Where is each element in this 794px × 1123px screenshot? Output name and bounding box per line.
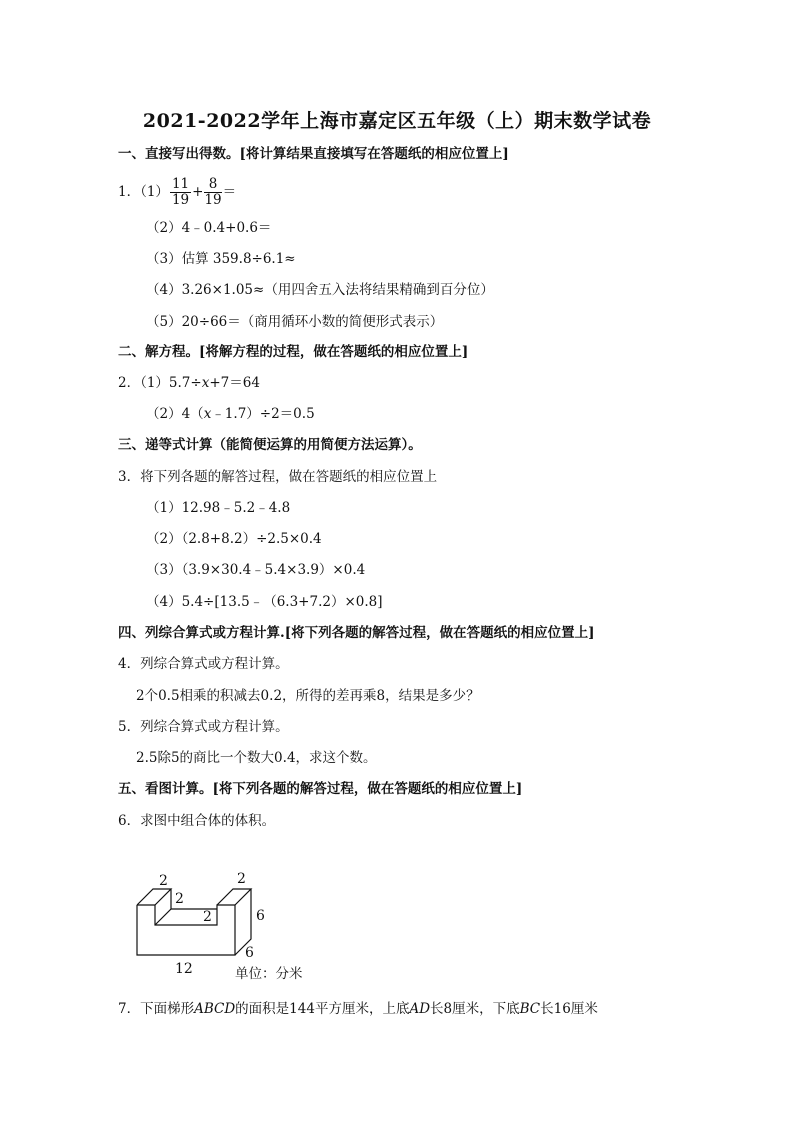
q2-p1-text-a: 2．（1）5.7÷ — [118, 375, 202, 391]
question-7-stem — [118, 1000, 598, 1018]
question-4-stem: 4．列综合算式或方程计算。 — [118, 656, 289, 672]
variable-x: x — [203, 406, 212, 422]
left-block-inner-side — [155, 889, 171, 925]
label-inner-bottom: 2 — [203, 909, 212, 925]
label-top-right: 2 — [237, 871, 246, 887]
question-3-stem: 3．将下列各题的解答过程，做在答题纸的相应位置上 — [118, 469, 438, 485]
equals-sign: ＝ — [222, 184, 237, 200]
q7-text-d: 长16厘米 — [540, 1001, 598, 1017]
q7-text-a: 7．下面梯形 — [118, 1001, 195, 1017]
section-3-heading: 三、递等式计算（能简便运算的用简便方法运算）。 — [118, 437, 422, 453]
figure-unit-label: 单位：分米 — [235, 966, 303, 982]
fraction-8-19 — [204, 177, 221, 208]
variable-x: x — [201, 375, 210, 391]
question-2-part-1 — [118, 374, 260, 392]
label-inner-left: 2 — [175, 891, 184, 907]
section-1-heading: 一、直接写出得数。[将计算结果直接填写在答题纸的相应位置上] — [118, 146, 509, 162]
page-title: 2021-2022学年上海市嘉定区五年级（上）期末数学试卷 — [142, 110, 652, 132]
question-5-stem: 5．列综合算式或方程计算。 — [118, 719, 289, 735]
variable-abcd: ABCD — [194, 1001, 236, 1017]
question-1-part-2: （2）4﹣0.4+0.6＝ — [146, 220, 272, 236]
fraction-numerator: 11 — [171, 176, 190, 192]
question-3-part-4: （4）5.4÷[13.5﹣（6.3+7.2）×0.8] — [146, 594, 383, 610]
question-6-stem: 6．求图中组合体的体积。 — [118, 813, 276, 829]
question-1-part-4: （4）3.26×1.05≈（用四舍五入法将结果精确到百分位） — [146, 282, 494, 298]
fraction-numerator: 8 — [204, 177, 221, 193]
q2-p1-text-b: +7＝64 — [209, 375, 260, 391]
plus-sign: + — [192, 184, 204, 200]
section-4-heading: 四、列综合算式或方程计算.[将下列各题的解答过程，做在答题纸的相应位置上] — [118, 625, 595, 641]
question-1-part-3: （3）估算 359.8÷6.1≈ — [146, 251, 296, 267]
fraction-11-19 — [170, 177, 191, 208]
question-4-body: 2个0.5相乘的积减去0.2，所得的差再乘8，结果是多少？ — [136, 688, 480, 704]
question-3-part-1: （1）12.98﹣5.2﹣4.8 — [146, 500, 291, 516]
right-block-top — [217, 889, 251, 905]
question-3-part-3: （3）（3.9×30.4﹣5.4×3.9）×0.4 — [146, 562, 366, 578]
question-2-part-2 — [146, 405, 315, 423]
fraction-denominator: 19 — [171, 192, 190, 208]
question-1-part-1 — [118, 177, 236, 208]
left-block-top — [137, 889, 171, 905]
q2-p2-text-a: （2）4（ — [146, 406, 204, 422]
fraction-denominator: 19 — [204, 192, 222, 208]
variable-bc: BC — [519, 1001, 541, 1017]
question-3-part-2: （2）（2.8+8.2）÷2.5×0.4 — [146, 531, 322, 547]
label-depth: 6 — [245, 945, 254, 961]
q7-text-c: 长8厘米，下底 — [430, 1001, 520, 1017]
section-5-heading: 五、看图计算。[将下列各题的解答过程，做在答题纸的相应位置上] — [118, 781, 523, 797]
front-face — [137, 905, 235, 955]
q2-p2-text-b: ﹣1.7）÷2＝0.5 — [211, 406, 315, 422]
question-5-body: 2.5除5的商比一个数大0.4，求这个数。 — [136, 750, 377, 766]
q1-prefix: 1．（1） — [118, 184, 169, 200]
label-right-height: 6 — [256, 908, 265, 924]
label-length: 12 — [175, 961, 193, 977]
variable-ad: AD — [409, 1001, 431, 1017]
q7-text-b: 的面积是144平方厘米，上底 — [235, 1001, 410, 1017]
question-1-part-5: （5）20÷66＝（商用循环小数的简便形式表示） — [146, 314, 444, 330]
section-2-heading: 二、解方程。[将解方程的过程，做在答题纸的相应位置上] — [118, 344, 469, 360]
label-top-left: 2 — [159, 873, 168, 889]
